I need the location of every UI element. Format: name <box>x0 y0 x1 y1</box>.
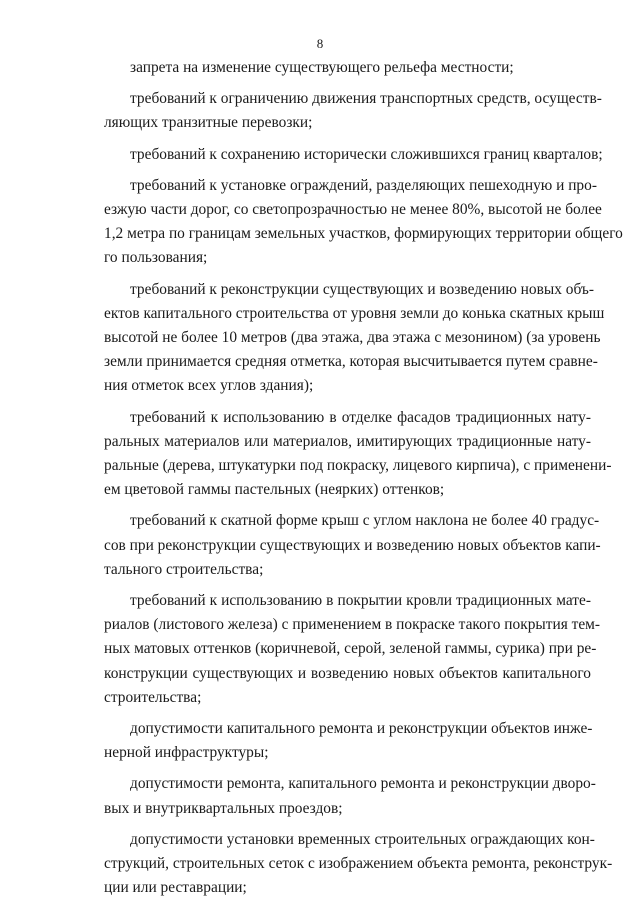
text-line: требований к использованию в отделке фасадов традиционных нату- <box>130 408 591 426</box>
text-line: земли принимается средняя отметка, которая высчитывается путем сравне- <box>104 353 598 371</box>
paragraph <box>104 828 613 901</box>
text-line: езжую части дорог, со светопрозрачностью не менее 80%, высотой не более <box>104 201 602 219</box>
paragraph <box>104 278 605 399</box>
text-line: ции или реставрации; <box>104 879 247 897</box>
text-line: требований к использованию в покрытии кровли традиционных мате- <box>130 592 591 610</box>
text-line: струкций, строительных сеток с изображением объекта ремонта, реконструк- <box>104 855 613 873</box>
text-line: требований к ограничению движения транспортных средств, осуществ- <box>130 90 602 108</box>
paragraph <box>104 772 596 820</box>
text-line: ектов капитального строительства от уровня земли до конька скатных крыш <box>104 304 605 322</box>
text-line: сов при реконструкции существующих и возведению новых объектов капи- <box>104 536 601 554</box>
text-line: высотой не более 10 метров (два этажа, два этажа с мезонином) (за уровень <box>104 329 601 347</box>
paragraph <box>104 717 593 765</box>
text-line: строительства; <box>104 688 202 706</box>
text-line: риалов (листового железа) с применением в покраске такого покрытия тем- <box>104 616 601 634</box>
text-line: допустимости ремонта, капитального ремонта и реконструкции дворо- <box>130 775 596 793</box>
page-number: 8 <box>316 36 324 51</box>
paragraph <box>104 589 601 710</box>
document-body <box>104 56 623 908</box>
text-line: ных матовых оттенков (коричневой, серой, зеленой гаммы, сурика) при ре- <box>104 640 597 658</box>
text-line: требований к сохранению исторически сложившихся границ кварталов; <box>130 145 603 163</box>
paragraph <box>104 174 623 271</box>
text-line: ляющих транзитные перевозки; <box>104 114 313 132</box>
text-line: конструкции существующих и возведению новых объектов капитального <box>104 664 591 682</box>
text-line: допустимости капитального ремонта и реконструкции объектов инже- <box>130 720 593 738</box>
text-line: тального строительства; <box>104 560 264 578</box>
paragraph <box>117 143 603 167</box>
text-line: требований к реконструкции существующих и возведению новых объ- <box>130 280 594 298</box>
paragraph <box>117 56 591 80</box>
text-line: запрета на изменение существующего рельефа местности; <box>130 59 514 76</box>
text-line: го пользования; <box>104 249 208 267</box>
text-line: ральные (дерева, штукатурки под покраску, лицевого кирпича), с применени- <box>104 457 612 475</box>
text-line: требований к скатной форме крыш с углом наклона не более 40 градус- <box>130 512 600 530</box>
text-line: допустимости установки временных строительных ограждающих кон- <box>130 830 595 848</box>
text-line: вых и внутриквартальных проездов; <box>104 799 343 817</box>
paragraph <box>104 87 602 135</box>
text-line: 1,2 метра по границам земельных участков, формирующих территории общего <box>104 225 623 243</box>
text-line: ния отметок всех углов здания); <box>104 377 314 395</box>
paragraph <box>104 406 612 503</box>
text-line: ральных материалов или материалов, имитирующих традиционные нату- <box>104 432 591 450</box>
text-line: требований к установке ограждений, разделяющих пешеходную и про- <box>130 176 597 194</box>
text-line: ем цветовой гаммы пастельных (неярких) оттенков; <box>104 481 445 499</box>
paragraph <box>104 509 601 582</box>
text-line: нерной инфраструктуры; <box>104 744 269 762</box>
